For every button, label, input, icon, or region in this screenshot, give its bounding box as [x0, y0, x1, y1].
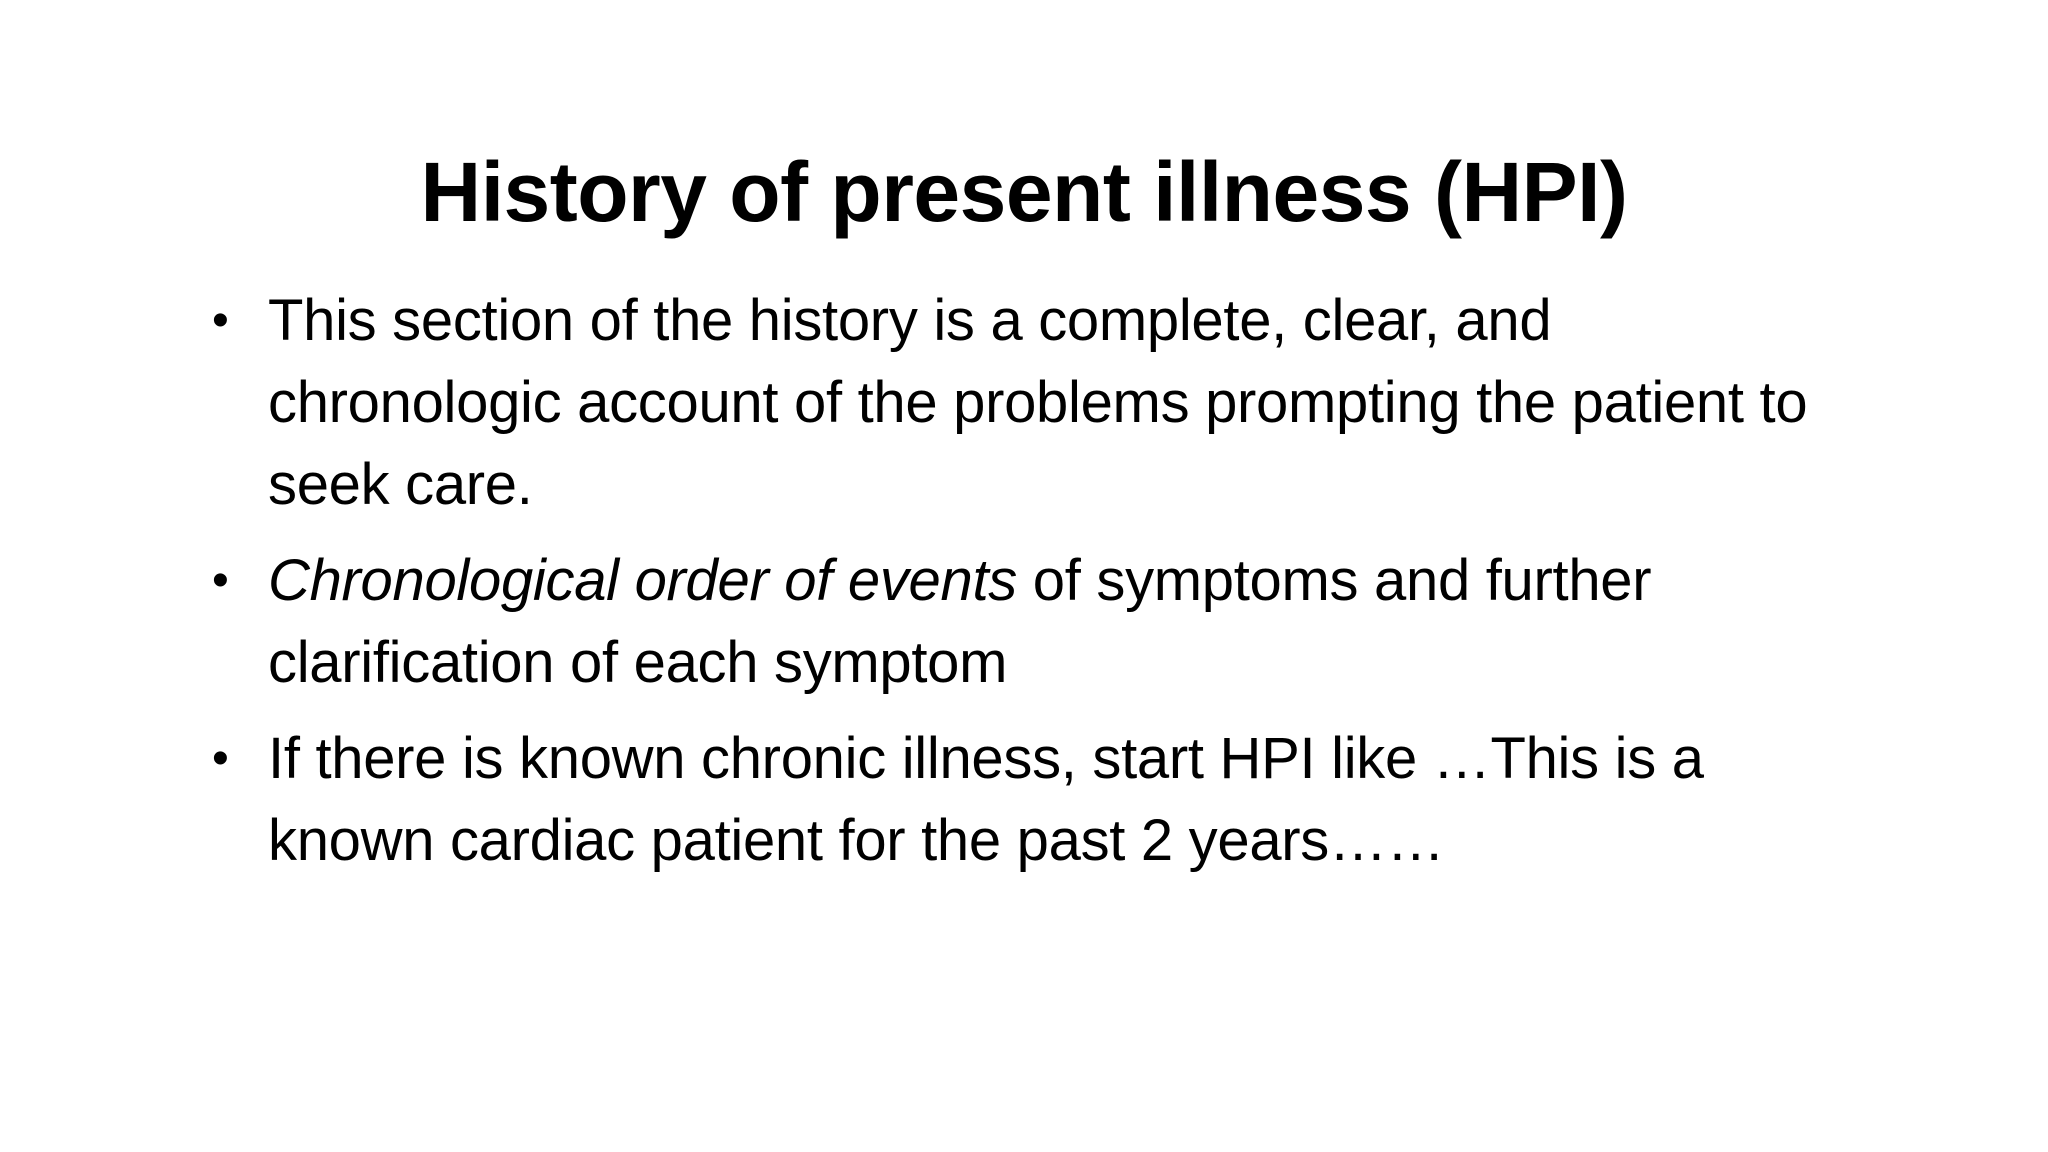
bullet-emphasis: Chronological order of events [268, 548, 1017, 613]
bullet-item [208, 280, 1848, 526]
bullet-list [208, 280, 1848, 896]
slide-title: History of present illness (HPI) [420, 145, 1628, 239]
bullet-item [208, 718, 1848, 882]
bullet-marker: • [212, 294, 229, 347]
bullet-text: If there is known chronic illness, start HPI like …This is a known cardiac patient for the past 2 years…… [268, 726, 1704, 873]
bullet-marker: • [212, 554, 229, 607]
bullet-item [208, 540, 1848, 704]
bullet-text: This section of the history is a complete, clear, and chronologic account of the problems prompting the patient to seek care. [268, 288, 1808, 517]
bullet-text: of symptoms and further clarification of each symptom [268, 548, 1652, 695]
bullet-marker: • [212, 732, 229, 785]
